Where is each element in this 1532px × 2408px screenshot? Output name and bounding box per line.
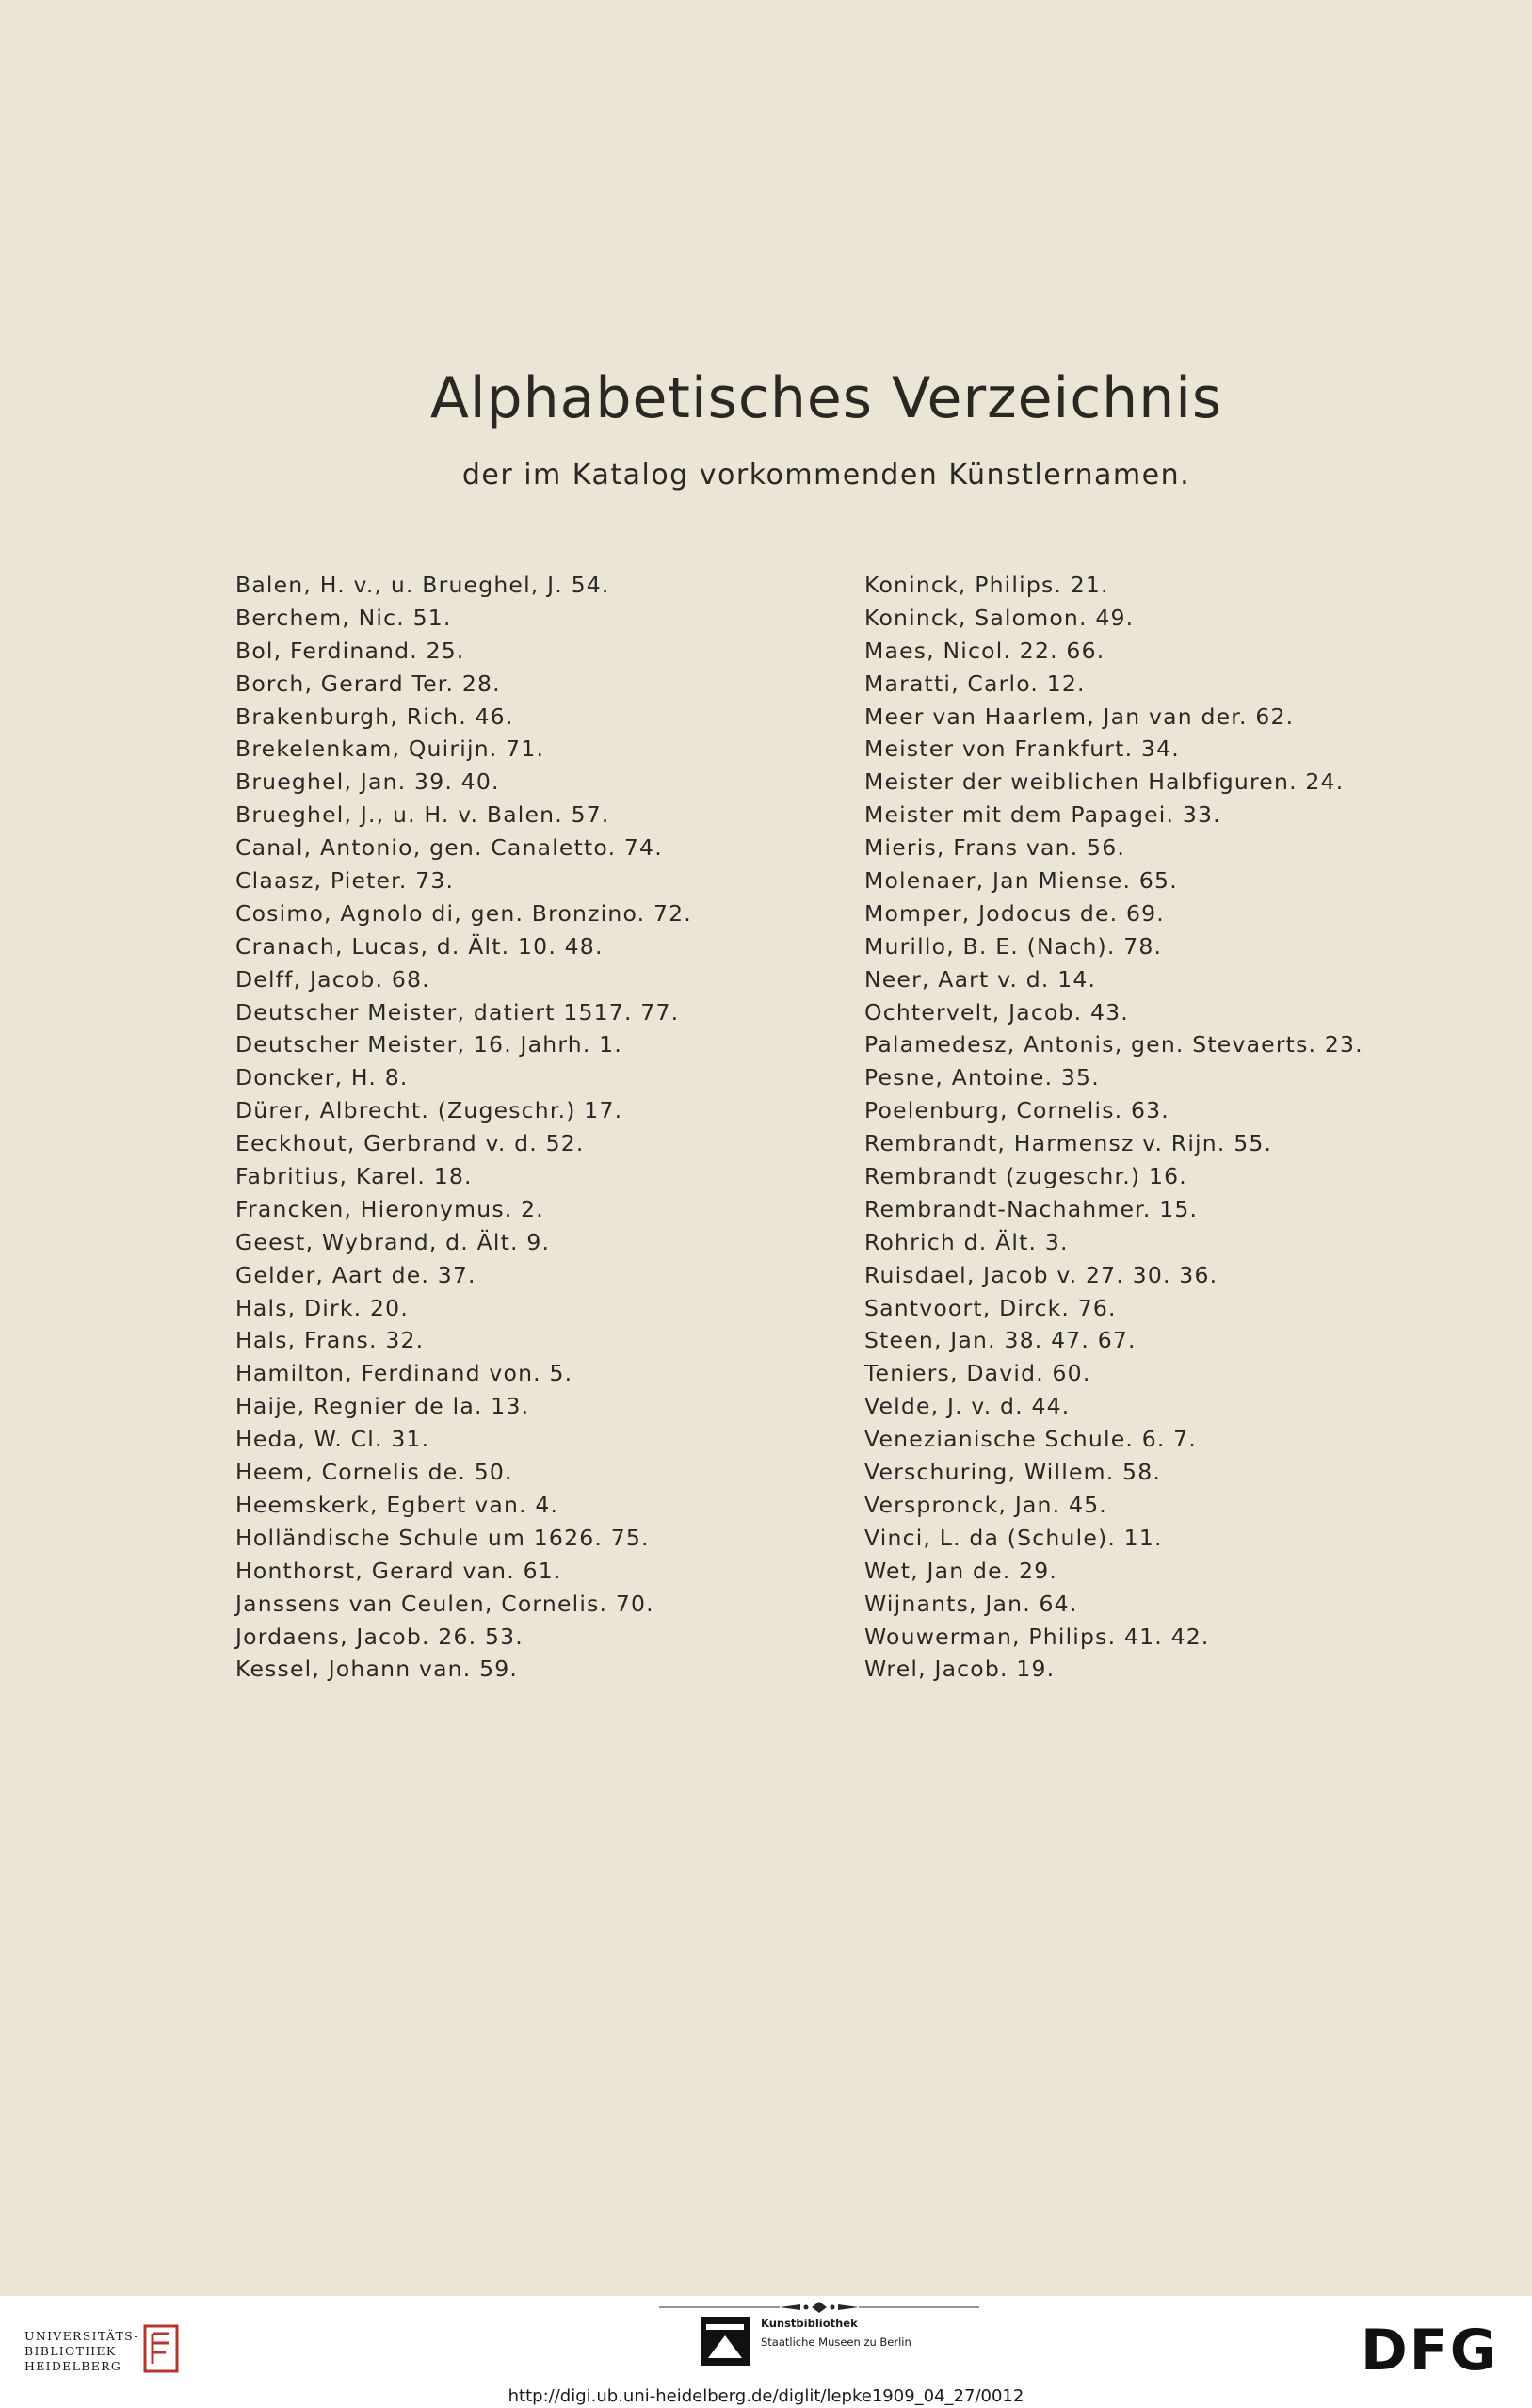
index-entry: Geest, Wybrand, d. Ält. 9. xyxy=(235,1228,551,1255)
index-entry: Hamilton, Ferdinand von. 5. xyxy=(235,1360,573,1387)
index-entry: Berchem, Nic. 51. xyxy=(235,604,452,631)
index-entry: Janssens van Ceulen, Cornelis. 70. xyxy=(235,1590,654,1617)
index-entry: Molenaer, Jan Miense. 65. xyxy=(864,867,1178,895)
index-entry: Wouwerman, Philips. 41. 42. xyxy=(864,1623,1210,1650)
index-entry: Meister von Frankfurt. 34. xyxy=(864,735,1180,763)
index-entry: Meer van Haarlem, Jan van der. 62. xyxy=(864,703,1295,730)
index-entry: Palamedesz, Antonis, gen. Stevaerts. 23. xyxy=(864,1031,1363,1059)
index-entry: Maes, Nicol. 22. 66. xyxy=(864,637,1105,664)
index-entry: Momper, Jodocus de. 69. xyxy=(864,899,1165,927)
ub-line-3: HEIDELBERG xyxy=(24,2359,122,2373)
kunstbibliothek-subtitle: Staatliche Museen zu Berlin xyxy=(761,2335,911,2349)
index-entry: Meister der weiblichen Halbfiguren. 24. xyxy=(864,768,1345,796)
list-end-ornament-icon xyxy=(659,2298,979,2317)
index-entry: Deutscher Meister, datiert 1517. 77. xyxy=(235,998,680,1026)
index-entry: Steen, Jan. 38. 47. 67. xyxy=(864,1327,1137,1354)
index-entry: Heem, Cornelis de. 50. xyxy=(235,1459,513,1486)
index-entry: Heda, W. Cl. 31. xyxy=(235,1426,430,1453)
index-entry: Delff, Jacob. 68. xyxy=(235,965,430,993)
index-entry: Velde, J. v. d. 44. xyxy=(864,1393,1071,1420)
index-entry: Doncker, H. 8. xyxy=(235,1064,409,1091)
ub-heidelberg-wordmark xyxy=(24,2329,139,2374)
index-entry: Jordaens, Jacob. 26. 53. xyxy=(235,1623,524,1650)
index-entry: Deutscher Meister, 16. Jahrh. 1. xyxy=(235,1031,623,1059)
kunstbibliothek-logo-icon xyxy=(701,2317,750,2366)
index-entry: Mieris, Frans van. 56. xyxy=(864,834,1126,862)
index-entry: Hals, Dirk. 20. xyxy=(235,1294,409,1321)
index-entry: Teniers, David. 60. xyxy=(864,1360,1091,1387)
index-entry: Rembrandt-Nachahmer. 15. xyxy=(864,1195,1199,1222)
index-entry: Neer, Aart v. d. 14. xyxy=(864,965,1097,993)
index-entry: Heemskerk, Egbert van. 4. xyxy=(235,1491,559,1518)
index-entry: Verspronck, Jan. 45. xyxy=(864,1491,1107,1518)
index-entry: Meister mit dem Papagei. 33. xyxy=(864,801,1221,829)
index-entry: Brekelenkam, Quirijn. 71. xyxy=(235,735,545,763)
permalink-url[interactable]: http://digi.ub.uni-heidelberg.de/diglit/lepke1909_04_27/0012 xyxy=(508,2386,1024,2406)
index-entry: Koninck, Salomon. 49. xyxy=(864,604,1135,631)
index-entry: Eeckhout, Gerbrand v. d. 52. xyxy=(235,1130,585,1157)
index-entry: Haije, Regnier de la. 13. xyxy=(235,1393,530,1420)
page-title: Alphabetisches Verzeichnis xyxy=(429,365,1223,431)
ub-line-1: UNIVERSITÄTS- xyxy=(24,2329,139,2343)
ub-line-2: BIBLIOTHEK xyxy=(24,2344,117,2358)
page-subtitle: der im Katalog vorkommenden Künstlernamen. xyxy=(461,459,1191,492)
index-entry: Kessel, Johann van. 59. xyxy=(235,1656,519,1683)
index-entry: Murillo, B. E. (Nach). 78. xyxy=(864,932,1163,960)
index-entry: Wijnants, Jan. 64. xyxy=(864,1590,1078,1617)
index-entry: Cranach, Lucas, d. Ält. 10. 48. xyxy=(235,932,604,960)
index-entry: Brueghel, J., u. H. v. Balen. 57. xyxy=(235,801,610,829)
index-entry: Wet, Jan de. 29. xyxy=(864,1557,1058,1584)
index-entry: Rembrandt (zugeschr.) 16. xyxy=(864,1163,1187,1190)
index-entry: Brakenburgh, Rich. 46. xyxy=(235,703,514,730)
index-entry: Rembrandt, Harmensz v. Rijn. 55. xyxy=(864,1130,1273,1157)
dfg-logo: DFG xyxy=(1361,2318,1499,2384)
index-entry: Canal, Antonio, gen. Canaletto. 74. xyxy=(235,834,663,862)
index-entry: Koninck, Philips. 21. xyxy=(864,572,1109,598)
index-entry: Vinci, L. da (Schule). 11. xyxy=(864,1524,1163,1551)
ub-heidelberg-logo-icon xyxy=(139,2320,185,2377)
index-entry: Fabritius, Karel. 18. xyxy=(235,1163,473,1190)
index-entry: Poelenburg, Cornelis. 63. xyxy=(864,1097,1169,1124)
index-entry: Ochtervelt, Jacob. 43. xyxy=(864,998,1129,1026)
index-entry: Santvoort, Dirck. 76. xyxy=(864,1294,1117,1321)
index-entry: Wrel, Jacob. 19. xyxy=(864,1656,1056,1683)
index-entry: Pesne, Antoine. 35. xyxy=(864,1064,1100,1091)
index-entry: Maratti, Carlo. 12. xyxy=(864,670,1086,697)
index-entry: Ruisdael, Jacob v. 27. 30. 36. xyxy=(864,1261,1218,1288)
index-entry: Verschuring, Willem. 58. xyxy=(864,1459,1162,1486)
index-entry: Gelder, Aart de. 37. xyxy=(235,1261,476,1288)
index-entry: Balen, H. v., u. Brueghel, J. 54. xyxy=(235,572,610,598)
index-column-right xyxy=(864,569,1363,1686)
index-entry: Cosimo, Agnolo di, gen. Bronzino. 72. xyxy=(235,899,692,927)
index-entry: Claasz, Pieter. 73. xyxy=(235,867,455,895)
index-column-left xyxy=(235,569,692,1686)
index-entry: Rohrich d. Ält. 3. xyxy=(864,1228,1069,1255)
index-entry: Brueghel, Jan. 39. 40. xyxy=(235,768,500,796)
index-entry: Borch, Gerard Ter. 28. xyxy=(235,670,501,697)
index-entry: Venezianische Schule. 6. 7. xyxy=(864,1426,1198,1453)
index-entry: Holländische Schule um 1626. 75. xyxy=(235,1524,650,1551)
index-entry: Bol, Ferdinand. 25. xyxy=(235,637,465,664)
index-entry: Francken, Hieronymus. 2. xyxy=(235,1195,544,1222)
index-entry: Honthorst, Gerard van. 61. xyxy=(235,1557,562,1584)
index-entry: Dürer, Albrecht. (Zugeschr.) 17. xyxy=(235,1097,623,1124)
index-entry: Hals, Frans. 32. xyxy=(235,1327,425,1354)
kunstbibliothek-name: Kunstbibliothek xyxy=(761,2317,858,2330)
